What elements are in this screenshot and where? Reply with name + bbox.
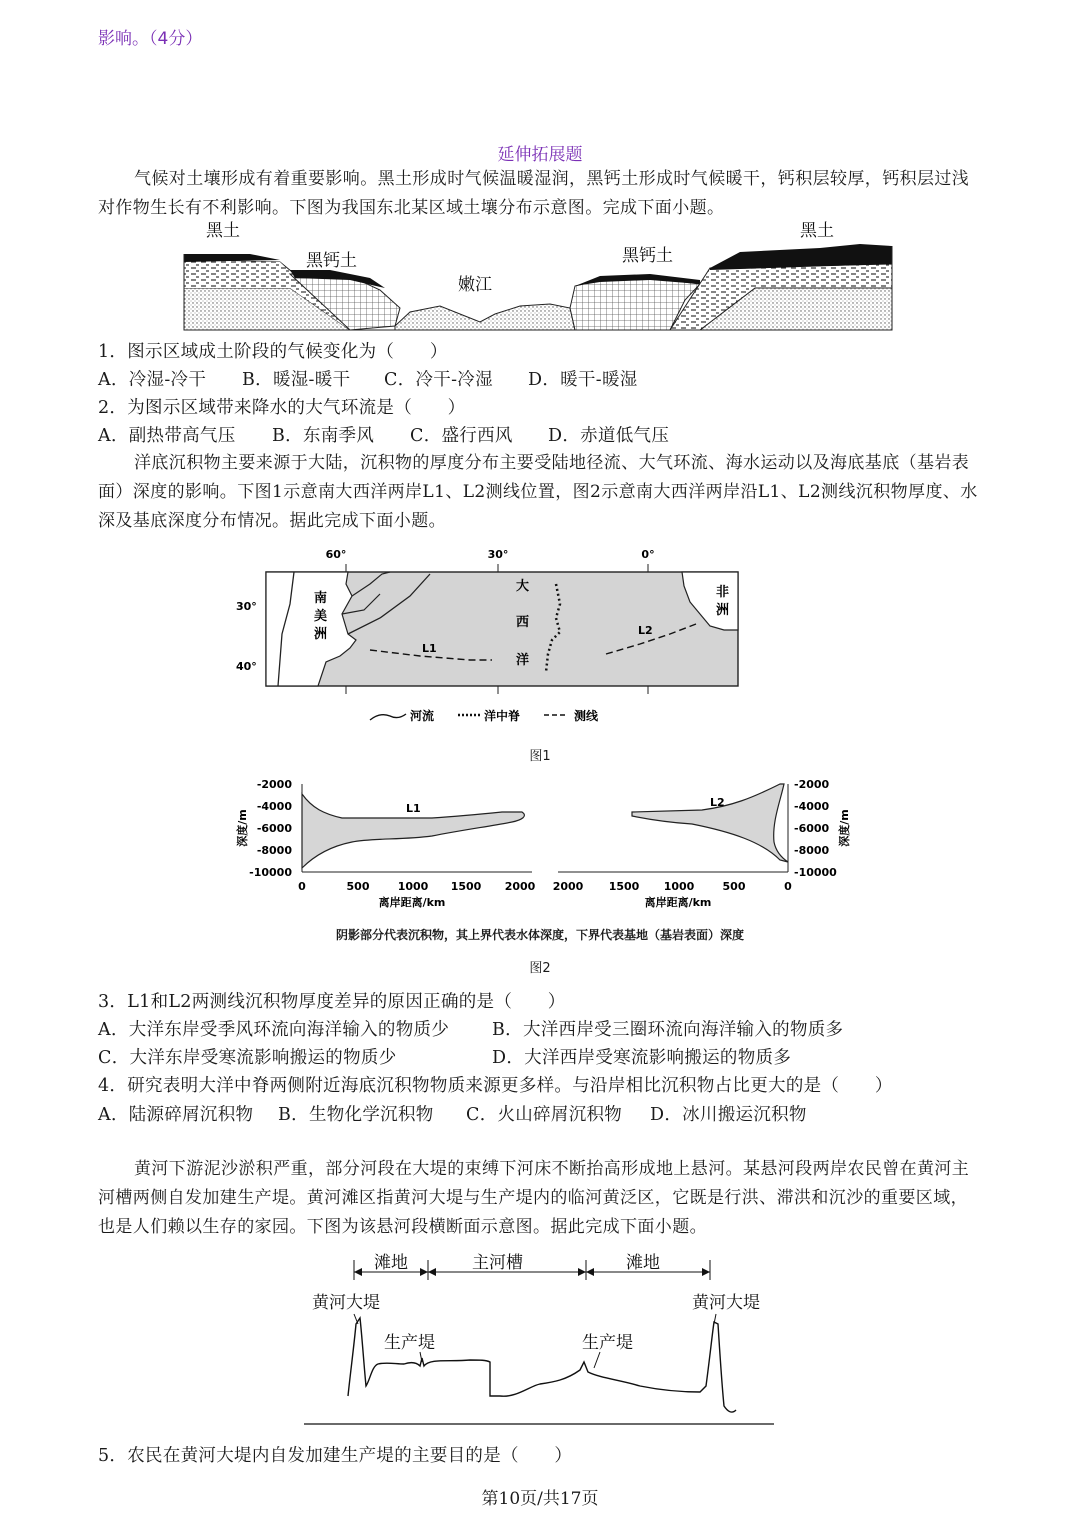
figure-2-note: 阴影部分代表沉积物，其上界代表水体深度，下界代表基地（基岩表面）深度	[335, 928, 744, 942]
label-levee-left: 黄河大堤	[312, 1293, 380, 1313]
right-tick-8000: -8000	[794, 844, 830, 857]
label-atlantic-1: 大	[516, 579, 530, 594]
left-xtick-1000: 1000	[397, 880, 429, 893]
legend-river: 河流	[410, 709, 435, 723]
survey-line-label-l1: L1	[422, 642, 437, 655]
survey-line-label-l2: L2	[638, 624, 653, 637]
label-south-america-3: 洲	[314, 627, 328, 642]
figure-2-sediment-profiles	[232, 772, 862, 912]
left-tick-10000: -10000	[249, 866, 292, 879]
figure-3-yellow-river-cross-section	[300, 1246, 780, 1428]
river-label-nenjiang: 嫩江	[458, 275, 492, 295]
question-2-option-b[interactable]: B．东南季风	[272, 426, 375, 446]
left-tick-8000: -8000	[256, 844, 292, 857]
right-xlabel: 离岸距离/km	[644, 896, 712, 909]
question-4-stem: 4．研究表明大洋中脊两侧附近海底沉积物物质来源更多样。与沿岸相比沉积物占比更大的是（ ）	[98, 1076, 893, 1096]
right-ylabel: 深度/m	[838, 809, 851, 847]
soil-cross-section-figure	[180, 218, 900, 334]
right-xtick-1000: 1000	[663, 880, 695, 893]
left-tick-6000: -6000	[256, 822, 292, 835]
question-1-stem: 1．图示区域成土阶段的气候变化为（ ）	[98, 342, 448, 362]
lon-label-0: 0°	[641, 548, 655, 561]
profile-label-l2: L2	[710, 796, 725, 809]
profile-label-l1: L1	[406, 802, 421, 815]
label-levee-right: 黄河大堤	[692, 1293, 760, 1313]
label-south-america-2: 美	[314, 609, 328, 624]
soil-label-chernozem-right: 黑钙土	[622, 246, 673, 266]
label-production-dike-right: 生产堤	[582, 1333, 633, 1353]
label-atlantic-3: 洋	[516, 653, 530, 668]
left-tick-4000: -4000	[256, 800, 292, 813]
label-main-channel: 主河槽	[472, 1253, 523, 1273]
label-atlantic-2: 西	[516, 615, 530, 630]
passage-yellow-river: 黄河下游泥沙淤积严重，部分河段在大堤的束缚下河床不断抬高形成地上悬河。某悬河段两岸农民曾在黄河主河槽两侧自发加建生产堤。黄河滩区指黄河大堤与生产堤内的临河黄泛区，它既是行洪、滞洪和沉沙的重要区域，也是人们赖以生存的家园。下图为该悬河段横断面示意图。据此完成下面小题。	[98, 1159, 970, 1237]
label-floodplain-left: 滩地	[374, 1253, 408, 1273]
passage-sediment: 洋底沉积物主要来源于大陆，沉积物的厚度分布主要受陆地径流、大气环流、海水运动以及海底基底（基岩表面）深度的影响。下图1示意南大西洋两岸L1、L2测线位置，图2示意南大西洋两岸沿L1、L2测线沉积物厚度、水深及基底深度分布情况。据此完成下面小题。	[98, 453, 978, 531]
left-xtick-2000: 2000	[504, 880, 536, 893]
question-3-option-c[interactable]: C．大洋东岸受寒流影响搬运的物质少	[98, 1048, 397, 1068]
question-2-stem: 2．为图示区域带来降水的大气环流是（ ）	[98, 398, 466, 418]
right-tick-10000: -10000	[794, 866, 837, 879]
figure-1-caption: 图1	[529, 749, 551, 764]
question-3-stem: 3．L1和L2两测线沉积物厚度差异的原因正确的是（ ）	[98, 992, 566, 1012]
section-title: 延伸拓展题	[497, 145, 583, 165]
figure-2-caption: 图2	[529, 961, 551, 976]
page-footer: 第10页/共17页	[481, 1489, 599, 1509]
question-5-stem: 5．农民在黄河大堤内自发加建生产堤的主要目的是（ ）	[98, 1446, 573, 1466]
label-south-america-1: 南	[314, 591, 328, 606]
lat-label-40: 40°	[236, 660, 257, 673]
question-1-option-a[interactable]: A．冷湿-冷干	[98, 370, 207, 390]
question-4-option-a[interactable]: A．陆源碎屑沉积物	[98, 1105, 254, 1125]
right-tick-2000: -2000	[794, 778, 830, 791]
label-production-dike-left: 生产堤	[384, 1333, 435, 1353]
question-1-option-b[interactable]: B．暖湿-暖干	[242, 370, 351, 390]
question-3-option-b[interactable]: B．大洋西岸受三圈环流向海洋输入的物质多	[492, 1020, 844, 1040]
right-xtick-1500: 1500	[608, 880, 640, 893]
left-ylabel: 深度/m	[236, 809, 249, 847]
left-xtick-500: 500	[346, 880, 370, 893]
left-tick-2000: -2000	[256, 778, 292, 791]
soil-label-chernozem-left: 黑钙土	[306, 251, 357, 271]
passage-soil: 气候对土壤形成有着重要影响。黑土形成时气候温暖湿润，黑钙土形成时气候暖干，钙积层较厚，钙积层过浅对作物生长有不利影响。下图为我国东北某区域土壤分布示意图。完成下面小题。	[98, 169, 970, 218]
lon-label-60: 60°	[325, 548, 347, 561]
previous-question-fragment: 影响。（4分）	[98, 29, 203, 49]
lon-label-30: 30°	[487, 548, 509, 561]
figure-1-atlantic-map	[230, 544, 760, 734]
question-4-option-b[interactable]: B．生物化学沉积物	[278, 1105, 434, 1125]
question-2-option-c[interactable]: C．盛行西风	[410, 426, 513, 446]
right-tick-4000: -4000	[794, 800, 830, 813]
legend-survey-line: 测线	[574, 709, 599, 723]
right-tick-6000: -6000	[794, 822, 830, 835]
question-3-option-d[interactable]: D．大洋西岸受寒流影响搬运的物质多	[492, 1048, 792, 1068]
question-1-option-c[interactable]: C．冷干-冷湿	[384, 370, 493, 390]
right-xtick-500: 500	[722, 880, 746, 893]
lat-label-30: 30°	[236, 600, 257, 613]
left-xlabel: 离岸距离/km	[378, 896, 446, 909]
question-4-option-c[interactable]: C．火山碎屑沉积物	[466, 1105, 623, 1125]
question-4-option-d[interactable]: D．冰川搬运沉积物	[650, 1105, 807, 1125]
label-floodplain-right: 滩地	[626, 1253, 660, 1273]
soil-label-black-left: 黑土	[206, 221, 240, 241]
question-3-option-a[interactable]: A．大洋东岸受季风环流向海洋输入的物质少	[98, 1020, 450, 1040]
question-2-option-d[interactable]: D．赤道低气压	[548, 426, 670, 446]
soil-label-black-right: 黑土	[800, 221, 834, 241]
question-1-option-d[interactable]: D．暖干-暖湿	[528, 370, 638, 390]
right-xtick-0: 0	[784, 880, 792, 893]
legend-river-symbol	[370, 714, 406, 720]
left-xtick-0: 0	[298, 880, 306, 893]
right-xtick-2000: 2000	[552, 880, 584, 893]
label-africa-1: 非	[716, 585, 730, 600]
legend-ridge: 洋中脊	[484, 709, 521, 723]
question-2-option-a[interactable]: A．副热带高气压	[98, 426, 236, 446]
label-africa-2: 洲	[716, 603, 730, 618]
left-xtick-1500: 1500	[450, 880, 482, 893]
